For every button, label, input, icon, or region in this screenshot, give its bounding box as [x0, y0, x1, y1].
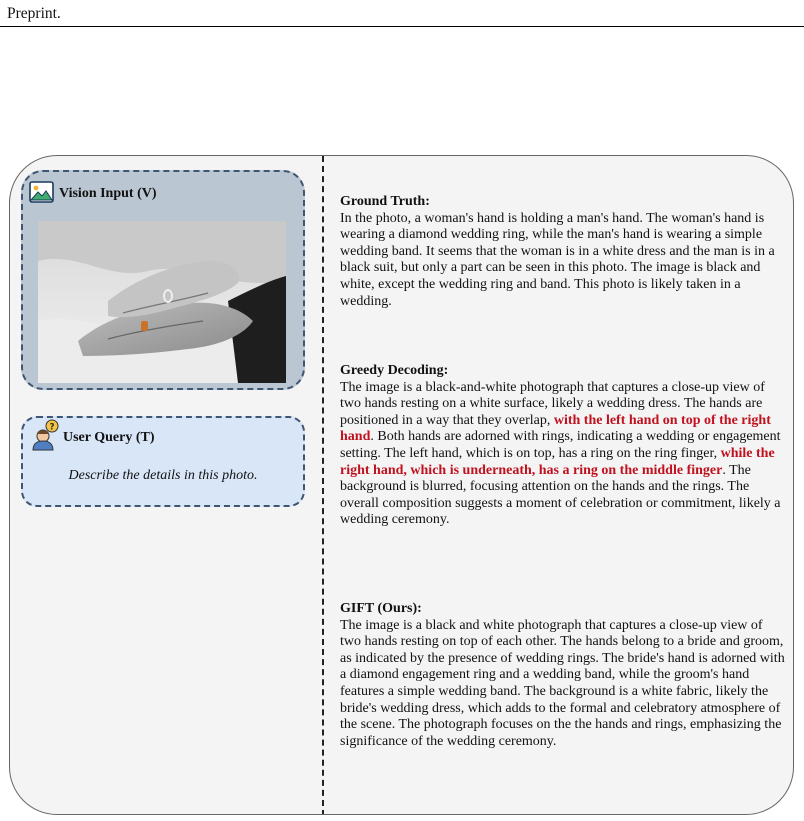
ground-truth-section	[340, 194, 786, 310]
wedding-hands-photo	[38, 221, 286, 383]
greedy-highlight-1: with the left hand on top of the right hand	[340, 412, 771, 445]
greedy-text-part1: The image is a black-and-white photograph that captures a close-up view of two hands resting on a white surface, likely a wedding dress. The hands are positioned in a way that they overlap,	[340, 379, 765, 428]
page-header	[0, 0, 804, 27]
ground-truth-title: Ground Truth:	[340, 194, 430, 209]
image-icon	[29, 181, 54, 203]
vision-input-title: Vision Input (V)	[59, 186, 157, 201]
user-question-icon	[30, 419, 60, 451]
ground-truth-text: In the photo, a woman's hand is holding a man's hand. The woman's hand is wearing a diamond wedding ring, while the man's hand is wearing a simple wedding band. It seems that the woman is in a white dress and the man is in a black suit, but only a part can be seen in this photo. The image is black and white, except the wedding ring and band. This photo is likely taken in a wedding.	[340, 210, 775, 309]
gift-text: The image is a black and white photograph that captures a close-up view of two hands resting on top of each other. The hands belong to a bride and groom, as indicated by the presence of wedding rings. The bride's hand is adorned with a diamond engagement ring and a wedding band, while the groom's hand features a simple wedding band. The background is a white fabric, likely the bride's wedding dress, which adds to the formal and celebratory atmosphere of the scene. The photograph focuses on the the hands and rings, emphasizing the significance of the wedding ceremony.	[340, 617, 785, 749]
preprint-label: Preprint.	[7, 5, 61, 22]
greedy-decoding-text	[340, 380, 786, 529]
vision-input-box	[21, 170, 305, 390]
gift-title: GIFT (Ours):	[340, 601, 422, 616]
user-query-box	[21, 416, 305, 507]
greedy-text-part2: . Both hands are adorned with rings, indicating a wedding or engagement setting. The left hand, which is on top, has a ring on the ring finger,	[340, 429, 781, 461]
greedy-decoding-title: Greedy Decoding:	[340, 363, 449, 378]
svg-text:?: ?	[49, 422, 55, 433]
user-query-text: Describe the details in this photo.	[68, 468, 258, 483]
gift-section	[340, 601, 786, 750]
user-query-title: User Query (T)	[63, 430, 155, 445]
greedy-highlight-2: while the right hand, which is underneath, has a ring on the middle finger	[340, 445, 775, 478]
greedy-decoding-section	[340, 363, 786, 529]
greedy-text-part3: . The background is blurred, focusing attention on the hands and the rings. The overall composition suggests a moment of celebration or commitment, likely a wedding ceremony.	[340, 462, 781, 528]
figure-panel	[9, 155, 794, 815]
dashed-divider	[322, 156, 324, 815]
